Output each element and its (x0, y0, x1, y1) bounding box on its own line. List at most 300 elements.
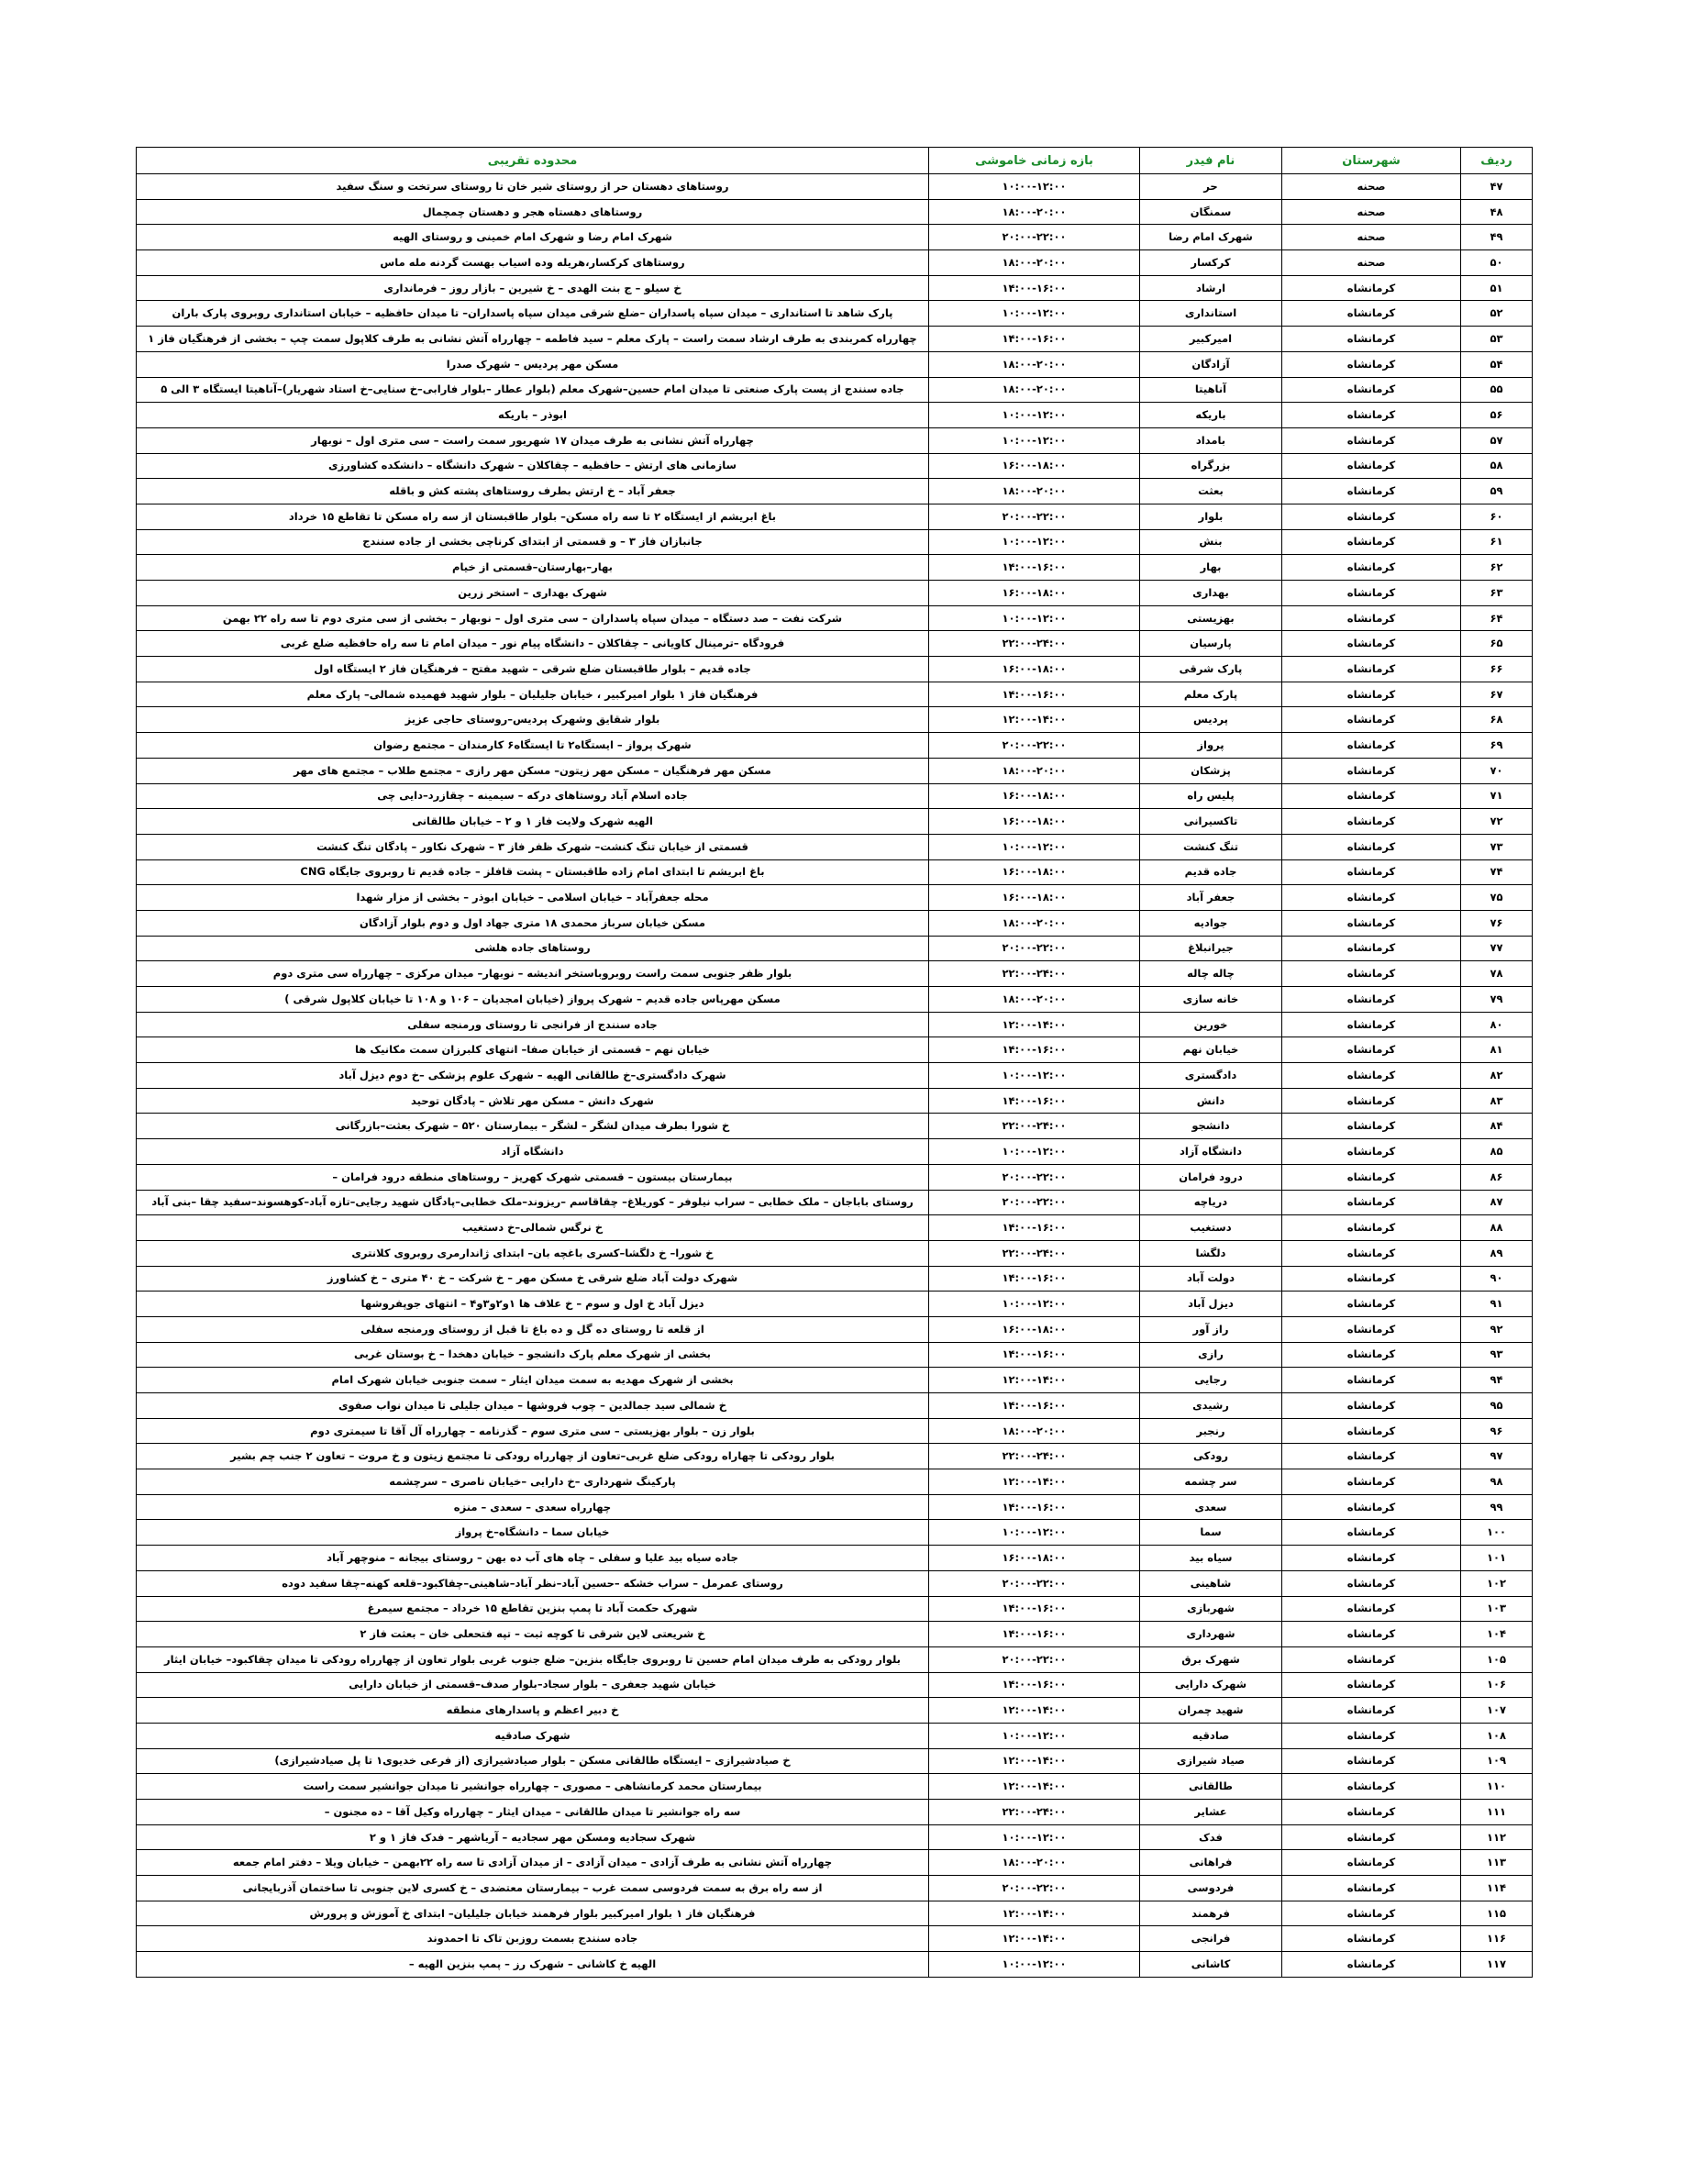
cell-time-window: ۲۲:۰۰-۲۴:۰۰ (929, 961, 1140, 987)
cell-city: کرمانشاه (1282, 1190, 1461, 1215)
cell-time-window: ۱۴:۰۰-۱۶:۰۰ (929, 1342, 1140, 1368)
cell-city: کرمانشاه (1282, 1393, 1461, 1419)
cell-area: دیزل آباد خ اول و سوم – خ علاف ها ۱و۲و۳و۴ – انتهای جوپفروشها (137, 1292, 929, 1317)
cell-city: کرمانشاه (1282, 1215, 1461, 1241)
cell-city: کرمانشاه (1282, 1316, 1461, 1342)
cell-feeder: پارسیان (1140, 631, 1282, 657)
table-row (137, 1494, 1533, 1520)
cell-time-window: ۱۶:۰۰-۱۸:۰۰ (929, 657, 1140, 682)
cell-feeder: پلیس راه (1140, 783, 1282, 809)
cell-area: مسکن خیابان سرباز محمدی ۱۸ متری جهاد اول و دوم بلوار آزادگان (137, 910, 929, 936)
cell-feeder: چاله چاله (1140, 961, 1282, 987)
cell-city: کرمانشاه (1282, 885, 1461, 911)
cell-time-window: ۲۰:۰۰-۲۲:۰۰ (929, 504, 1140, 529)
cell-area: شهرک پرواز – ایستگاه۲ تا ایستگاه۶ کارمندان – مجتمع رضوان (137, 733, 929, 759)
cell-time-window: ۱۰:۰۰-۱۲:۰۰ (929, 1063, 1140, 1089)
table-row (137, 1164, 1533, 1190)
cell-feeder: فردوسی (1140, 1876, 1282, 1901)
table-row (137, 1774, 1533, 1800)
table-row (137, 1901, 1533, 1926)
cell-feeder: سر چشمه (1140, 1469, 1282, 1495)
table-row (137, 225, 1533, 250)
cell-time-window: ۱۰:۰۰-۱۲:۰۰ (929, 834, 1140, 859)
cell-city: کرمانشاه (1282, 783, 1461, 809)
cell-time-window: ۲۰:۰۰-۲۲:۰۰ (929, 1164, 1140, 1190)
cell-feeder: پردیس (1140, 707, 1282, 733)
cell-feeder: درود فرامان (1140, 1164, 1282, 1190)
cell-feeder: دستغیب (1140, 1215, 1282, 1241)
cell-row-number: ۱۰۲ (1461, 1570, 1533, 1596)
cell-city: کرمانشاه (1282, 936, 1461, 961)
cell-row-number: ۵۳ (1461, 327, 1533, 352)
cell-city: کرمانشاه (1282, 427, 1461, 453)
table-row (137, 1088, 1533, 1114)
cell-time-window: ۱۸:۰۰-۲۰:۰۰ (929, 351, 1140, 377)
cell-area: شهرک بهداری – استخر زرین (137, 581, 929, 606)
cell-feeder: دیزل آباد (1140, 1292, 1282, 1317)
cell-row-number: ۵۶ (1461, 403, 1533, 428)
cell-city: کرمانشاه (1282, 1292, 1461, 1317)
cell-city: کرمانشاه (1282, 1901, 1461, 1926)
cell-time-window: ۱۲:۰۰-۱۴:۰۰ (929, 707, 1140, 733)
header-time-window: بازه زمانی خاموشی (929, 148, 1140, 174)
table-row (137, 1342, 1533, 1368)
cell-time-window: ۱۸:۰۰-۲۰:۰۰ (929, 199, 1140, 225)
table-row (137, 199, 1533, 225)
cell-feeder: دولت آباد (1140, 1266, 1282, 1292)
cell-feeder: بزرگراه (1140, 453, 1282, 479)
table-row (137, 733, 1533, 759)
cell-time-window: ۱۸:۰۰-۲۰:۰۰ (929, 250, 1140, 276)
cell-city: کرمانشاه (1282, 1088, 1461, 1114)
table-row (137, 1824, 1533, 1850)
table-row (137, 961, 1533, 987)
cell-city: کرمانشاه (1282, 1672, 1461, 1698)
cell-row-number: ۱۱۲ (1461, 1824, 1533, 1850)
cell-row-number: ۷۴ (1461, 859, 1533, 885)
cell-time-window: ۱۸:۰۰-۲۰:۰۰ (929, 377, 1140, 403)
cell-row-number: ۱۰۷ (1461, 1698, 1533, 1724)
table-row (137, 1748, 1533, 1774)
cell-time-window: ۱۲:۰۰-۱۴:۰۰ (929, 1774, 1140, 1800)
cell-feeder: فرهمند (1140, 1901, 1282, 1926)
table-row (137, 1139, 1533, 1165)
cell-city: کرمانشاه (1282, 1646, 1461, 1672)
cell-feeder: دانشجو (1140, 1114, 1282, 1139)
cell-area: خ صیادشیرازی – ایستگاه طالقانی مسکن – بلوار صیادشیرازی (از فرعی خدیوی۱ تا پل صیادشیرازی) (137, 1748, 929, 1774)
cell-city: کرمانشاه (1282, 1444, 1461, 1469)
cell-area: خیابان نهم – قسمتی از خیابان صفا– انتهای کلبرزان سمت مکانیک ها (137, 1037, 929, 1063)
table-row (137, 174, 1533, 200)
cell-area: بخشی از شهرک معلم پارک دانشجو – خیابان دهخدا – خ بوستان غربی (137, 1342, 929, 1368)
cell-area: بیمارستان محمد کرمانشاهی – مصوری – چهارراه جوانشیر تا میدان جوانشیر سمت راست (137, 1774, 929, 1800)
cell-city: کرمانشاه (1282, 1850, 1461, 1876)
cell-row-number: ۸۸ (1461, 1215, 1533, 1241)
cell-area: خ شورا بطرف میدان لشگر – لشگر – بیمارستان ۵۲۰ – شهرک بعثت–بازرگانی (137, 1114, 929, 1139)
cell-row-number: ۹۸ (1461, 1469, 1533, 1495)
cell-row-number: ۱۱۶ (1461, 1926, 1533, 1952)
cell-time-window: ۱۲:۰۰-۱۴:۰۰ (929, 1012, 1140, 1037)
cell-time-window: ۱۴:۰۰-۱۶:۰۰ (929, 1622, 1140, 1647)
cell-city: کرمانشاه (1282, 605, 1461, 631)
cell-area: بیمارستان بیستون – قسمتی شهرک کهریز – روستاهای منطقه درود فرامان – (137, 1164, 929, 1190)
cell-city: کرمانشاه (1282, 1748, 1461, 1774)
table-row (137, 351, 1533, 377)
cell-feeder: سما (1140, 1520, 1282, 1546)
table-row (137, 504, 1533, 529)
cell-row-number: ۸۹ (1461, 1240, 1533, 1266)
table-row (137, 910, 1533, 936)
cell-time-window: ۲۲:۰۰-۲۴:۰۰ (929, 1240, 1140, 1266)
cell-time-window: ۱۰:۰۰-۱۲:۰۰ (929, 1952, 1140, 1978)
table-row (137, 1850, 1533, 1876)
cell-row-number: ۹۲ (1461, 1316, 1533, 1342)
cell-row-number: ۵۲ (1461, 301, 1533, 327)
cell-time-window: ۲۲:۰۰-۲۴:۰۰ (929, 1800, 1140, 1825)
cell-feeder: صادقیه (1140, 1723, 1282, 1748)
cell-row-number: ۱۱۴ (1461, 1876, 1533, 1901)
cell-area: قسمتی از خیابان تنگ کنشت– شهرک ظفر فاز ۳ – شهرک نکاور – پادگان تنگ کنشت (137, 834, 929, 859)
cell-feeder: رنجبر (1140, 1418, 1282, 1444)
cell-feeder: فرانجی (1140, 1926, 1282, 1952)
cell-time-window: ۱۴:۰۰-۱۶:۰۰ (929, 1672, 1140, 1698)
cell-area: فرودگاه –ترمینال کاویانی – چقاکلان – دانشگاه پیام نور – میدان امام تا سه راه حافظیه ضلع غربی (137, 631, 929, 657)
cell-row-number: ۵۰ (1461, 250, 1533, 276)
cell-row-number: ۶۹ (1461, 733, 1533, 759)
cell-time-window: ۱۶:۰۰-۱۸:۰۰ (929, 783, 1140, 809)
cell-feeder: آناهیتا (1140, 377, 1282, 403)
cell-time-window: ۱۰:۰۰-۱۲:۰۰ (929, 1723, 1140, 1748)
cell-area: روستاهای دهستاه هجر و دهستان چمچمال (137, 199, 929, 225)
cell-time-window: ۱۰:۰۰-۱۲:۰۰ (929, 529, 1140, 555)
cell-area: الهیه شهرک ولایت فاز ۱ و ۲ – خیابان طالقانی (137, 809, 929, 835)
cell-feeder: پزشکان (1140, 758, 1282, 783)
cell-row-number: ۹۰ (1461, 1266, 1533, 1292)
cell-feeder: پرواز (1140, 733, 1282, 759)
cell-feeder: دانشگاه آزاد (1140, 1139, 1282, 1165)
cell-row-number: ۱۱۵ (1461, 1901, 1533, 1926)
cell-feeder: آزادگان (1140, 351, 1282, 377)
cell-feeder: دانش (1140, 1088, 1282, 1114)
table-row (137, 250, 1533, 276)
table-row (137, 581, 1533, 606)
table-row (137, 1546, 1533, 1571)
cell-area: محله جعفرآباد – خیابان اسلامی – خیابان ابوذر – بخشی از مزار شهدا (137, 885, 929, 911)
header-row-number: ردیف (1461, 148, 1533, 174)
cell-row-number: ۶۰ (1461, 504, 1533, 529)
cell-row-number: ۸۵ (1461, 1139, 1533, 1165)
cell-time-window: ۱۰:۰۰-۱۲:۰۰ (929, 1824, 1140, 1850)
cell-city: کرمانشاه (1282, 301, 1461, 327)
cell-city: کرمانشاه (1282, 1520, 1461, 1546)
header-city: شهرستان (1282, 148, 1461, 174)
cell-area: بخشی از شهرک مهدیه به سمت میدان ایثار – سمت جنوبی خیابان شهرک امام (137, 1368, 929, 1393)
table-row (137, 758, 1533, 783)
cell-time-window: ۱۶:۰۰-۱۸:۰۰ (929, 453, 1140, 479)
cell-city: کرمانشاه (1282, 1164, 1461, 1190)
table-row (137, 1266, 1533, 1292)
table-row (137, 1520, 1533, 1546)
cell-city: کرمانشاه (1282, 1063, 1461, 1089)
cell-row-number: ۱۰۸ (1461, 1723, 1533, 1748)
cell-area: خ سیلو – ج بنت الهدی – خ شیرین – بازار روز – فرمانداری (137, 275, 929, 301)
cell-time-window: ۱۸:۰۰-۲۰:۰۰ (929, 758, 1140, 783)
table-row (137, 1292, 1533, 1317)
cell-city: کرمانشاه (1282, 1266, 1461, 1292)
table-row (137, 987, 1533, 1013)
cell-city: کرمانشاه (1282, 1139, 1461, 1165)
cell-city: کرمانشاه (1282, 987, 1461, 1013)
cell-area: جعفر آباد – خ ارتش بطرف روستاهای پشته کش و باقله (137, 479, 929, 504)
cell-time-window: ۱۶:۰۰-۱۸:۰۰ (929, 581, 1140, 606)
cell-area: خ نرگس شمالی–خ دستغیب (137, 1215, 929, 1241)
table-row (137, 1393, 1533, 1419)
cell-feeder: رجایی (1140, 1368, 1282, 1393)
table-row (137, 1672, 1533, 1698)
cell-feeder: استانداری (1140, 301, 1282, 327)
cell-row-number: ۱۰۰ (1461, 1520, 1533, 1546)
cell-time-window: ۱۰:۰۰-۱۲:۰۰ (929, 1139, 1140, 1165)
cell-city: کرمانشاه (1282, 1342, 1461, 1368)
cell-area: جاده قدیم – بلوار طاقبستان ضلع شرقی – شهید مفتح – فرهنگیان فاز ۲ ایستگاه اول (137, 657, 929, 682)
cell-row-number: ۱۱۱ (1461, 1800, 1533, 1825)
cell-area: خ دبیر اعظم و پاسدارهای منطقه (137, 1698, 929, 1724)
cell-time-window: ۱۴:۰۰-۱۶:۰۰ (929, 682, 1140, 707)
table-row (137, 1469, 1533, 1495)
cell-area: شهرک دانش – مسکن مهر تلاش – پادگان توحید (137, 1088, 929, 1114)
cell-city: کرمانشاه (1282, 377, 1461, 403)
cell-row-number: ۶۷ (1461, 682, 1533, 707)
cell-feeder: شهرداری (1140, 1622, 1282, 1647)
table-header-row (137, 148, 1533, 174)
cell-city: کرمانشاه (1282, 504, 1461, 529)
table-row (137, 1723, 1533, 1748)
cell-time-window: ۲۰:۰۰-۲۲:۰۰ (929, 1190, 1140, 1215)
cell-time-window: ۱۶:۰۰-۱۸:۰۰ (929, 809, 1140, 835)
cell-area: خ شورا– خ دلگشا–کسری باغچه بان– ابتدای ژاندارمری روبروی کلانتری (137, 1240, 929, 1266)
cell-row-number: ۷۸ (1461, 961, 1533, 987)
cell-feeder: عشایر (1140, 1800, 1282, 1825)
cell-row-number: ۱۱۷ (1461, 1952, 1533, 1978)
cell-feeder: رودکی (1140, 1444, 1282, 1469)
cell-city: کرمانشاه (1282, 403, 1461, 428)
table-row (137, 327, 1533, 352)
cell-city: کرمانشاه (1282, 351, 1461, 377)
cell-city: کرمانشاه (1282, 581, 1461, 606)
table-row (137, 1418, 1533, 1444)
cell-feeder: فراهانی (1140, 1850, 1282, 1876)
cell-city: کرمانشاه (1282, 1952, 1461, 1978)
cell-time-window: ۱۰:۰۰-۱۲:۰۰ (929, 301, 1140, 327)
cell-area: از قلعه تا روستای ده گل و ده باغ تا قبل از روستای ورمنجه سفلی (137, 1316, 929, 1342)
table-row (137, 809, 1533, 835)
cell-city: کرمانشاه (1282, 1546, 1461, 1571)
cell-row-number: ۶۲ (1461, 555, 1533, 581)
cell-feeder: تنگ کنشت (1140, 834, 1282, 859)
cell-time-window: ۱۶:۰۰-۱۸:۰۰ (929, 859, 1140, 885)
table-row (137, 1063, 1533, 1089)
cell-feeder: خورین (1140, 1012, 1282, 1037)
table-row (137, 1646, 1533, 1672)
cell-area: شرکت نفت – صد دستگاه – میدان سپاه پاسداران – سی متری اول – نوبهار – بخشی از سی متری دوم تا سه راه ۲۲ بهمن (137, 605, 929, 631)
cell-feeder: خیابان نهم (1140, 1037, 1282, 1063)
cell-row-number: ۴۹ (1461, 225, 1533, 250)
cell-row-number: ۹۷ (1461, 1444, 1533, 1469)
cell-time-window: ۱۲:۰۰-۱۴:۰۰ (929, 1901, 1140, 1926)
table-row (137, 1800, 1533, 1825)
cell-time-window: ۱۲:۰۰-۱۴:۰۰ (929, 1469, 1140, 1495)
cell-time-window: ۱۴:۰۰-۱۶:۰۰ (929, 275, 1140, 301)
cell-time-window: ۲۰:۰۰-۲۲:۰۰ (929, 936, 1140, 961)
table-row (137, 377, 1533, 403)
cell-area: جاده سنندج از پست پارک صنعتی تا میدان امام حسین–شهرک معلم (بلوار عطار –بلوار فارابی–خ سنایی–خ استاد شهریار)–آناهیتا ایستگاه ۳ الی ۵ (137, 377, 929, 403)
cell-area: پارک شاهد تا استانداری – میدان سپاه پاسداران –ضلع شرقی میدان سپاه پاسداران– تا میدان حافظیه – خیابان استانداری روبروی پارک باران (137, 301, 929, 327)
cell-city: کرمانشاه (1282, 910, 1461, 936)
cell-row-number: ۷۵ (1461, 885, 1533, 911)
cell-time-window: ۱۴:۰۰-۱۶:۰۰ (929, 555, 1140, 581)
cell-area: روستای باباجان – ملک خطابی – سراب نیلوفر – کوریلاغ– چقاقاسم –ریزوند–ملک خطابی–پادگان شهید رجایی–تازه آباد–کوهسوند–سفید چقا –بنی آباد (137, 1190, 929, 1215)
table-row (137, 885, 1533, 911)
table-row (137, 403, 1533, 428)
cell-time-window: ۱۴:۰۰-۱۶:۰۰ (929, 1596, 1140, 1622)
table-row (137, 631, 1533, 657)
cell-row-number: ۱۱۰ (1461, 1774, 1533, 1800)
cell-feeder: دلگشا (1140, 1240, 1282, 1266)
cell-area: فرهنگیان فاز ۱ بلوار امیرکبیر ، خیابان جلیلیان – بلوار شهید فهمیده شمالی– پارک معلم (137, 682, 929, 707)
cell-feeder: شهرک برق (1140, 1646, 1282, 1672)
cell-row-number: ۸۱ (1461, 1037, 1533, 1063)
cell-city: کرمانشاه (1282, 1240, 1461, 1266)
cell-city: کرمانشاه (1282, 859, 1461, 885)
cell-row-number: ۹۵ (1461, 1393, 1533, 1419)
cell-row-number: ۸۷ (1461, 1190, 1533, 1215)
cell-row-number: ۵۵ (1461, 377, 1533, 403)
cell-city: کرمانشاه (1282, 1037, 1461, 1063)
cell-feeder: دریاچه (1140, 1190, 1282, 1215)
cell-city: کرمانشاه (1282, 631, 1461, 657)
cell-time-window: ۲۲:۰۰-۲۴:۰۰ (929, 631, 1140, 657)
cell-time-window: ۱۰:۰۰-۱۲:۰۰ (929, 174, 1140, 200)
cell-feeder: پارک معلم (1140, 682, 1282, 707)
cell-city: کرمانشاه (1282, 1774, 1461, 1800)
table-row (137, 1215, 1533, 1241)
cell-row-number: ۵۸ (1461, 453, 1533, 479)
cell-time-window: ۱۶:۰۰-۱۸:۰۰ (929, 885, 1140, 911)
cell-area: بهار–بهارستان–قسمتی از خیام (137, 555, 929, 581)
cell-time-window: ۱۸:۰۰-۲۰:۰۰ (929, 910, 1140, 936)
cell-feeder: شهرک دارایی (1140, 1672, 1282, 1698)
cell-city: کرمانشاه (1282, 657, 1461, 682)
cell-area: جانبازان فاز ۳ – و قسمتی از ابتدای کرناچی بخشی از جاده سنندج (137, 529, 929, 555)
table-row (137, 1952, 1533, 1978)
cell-area: پارکینگ شهرداری –خ دارایی –خیابان ناصری – سرچشمه (137, 1469, 929, 1495)
cell-time-window: ۱۰:۰۰-۱۲:۰۰ (929, 403, 1140, 428)
header-area: محدوده تقریبی (137, 148, 929, 174)
cell-area: جاده سنندج بسمت روزبن تاک تا احمدوند (137, 1926, 929, 1952)
cell-feeder: شهرک امام رضا (1140, 225, 1282, 250)
cell-city: کرمانشاه (1282, 1570, 1461, 1596)
cell-feeder: جیرانبلاغ (1140, 936, 1282, 961)
cell-area: سازمانی های ارتش – حافظیه – چقاکلان – شهرک دانشگاه – دانشکده کشاورزی (137, 453, 929, 479)
cell-city: کرمانشاه (1282, 1926, 1461, 1952)
cell-area: خیابان شهید جعفری – بلوار سجاد–بلوار صدف–قسمتی از خیابان دارایی (137, 1672, 929, 1698)
table-row (137, 834, 1533, 859)
cell-feeder: بهزیستی (1140, 605, 1282, 631)
table-row (137, 1622, 1533, 1647)
cell-feeder: جعفر آباد (1140, 885, 1282, 911)
cell-row-number: ۵۴ (1461, 351, 1533, 377)
cell-time-window: ۱۶:۰۰-۱۸:۰۰ (929, 1546, 1140, 1571)
cell-feeder: تاکسیرانی (1140, 809, 1282, 835)
cell-row-number: ۶۳ (1461, 581, 1533, 606)
table-row (137, 427, 1533, 453)
cell-feeder: سعدی (1140, 1494, 1282, 1520)
cell-feeder: خانه سازی (1140, 987, 1282, 1013)
cell-feeder: راز آور (1140, 1316, 1282, 1342)
cell-city: کرمانشاه (1282, 733, 1461, 759)
table-row (137, 1316, 1533, 1342)
cell-time-window: ۱۴:۰۰-۱۶:۰۰ (929, 1088, 1140, 1114)
cell-time-window: ۱۸:۰۰-۲۰:۰۰ (929, 1850, 1140, 1876)
cell-time-window: ۱۴:۰۰-۱۶:۰۰ (929, 1494, 1140, 1520)
table-row (137, 301, 1533, 327)
table-row (137, 453, 1533, 479)
cell-time-window: ۱۴:۰۰-۱۶:۰۰ (929, 1215, 1140, 1241)
cell-row-number: ۷۶ (1461, 910, 1533, 936)
cell-area: الهیه خ کاشانی – شهرک رز – پمپ بنزین الهیه – (137, 1952, 929, 1978)
cell-city: کرمانشاه (1282, 529, 1461, 555)
cell-feeder: رشیدی (1140, 1393, 1282, 1419)
cell-area: روستاهای کرکسار،هریله وده اسیاب بهست گردنه مله ماس (137, 250, 929, 276)
outage-table (136, 147, 1533, 1978)
cell-feeder: جاده قدیم (1140, 859, 1282, 885)
cell-time-window: ۱۴:۰۰-۱۶:۰۰ (929, 1266, 1140, 1292)
cell-row-number: ۱۰۵ (1461, 1646, 1533, 1672)
cell-area: چهارراه سعدی – سعدی – منزه (137, 1494, 929, 1520)
cell-city: کرمانشاه (1282, 1622, 1461, 1647)
cell-area: روستاهای دهستان حر از روستای شیر خان تا روستای سرتخت و سنگ سفید (137, 174, 929, 200)
cell-city: کرمانشاه (1282, 1418, 1461, 1444)
cell-area: بلوار شقایق وشهرک پردیس–روستای حاجی عزیز (137, 707, 929, 733)
table-row (137, 657, 1533, 682)
cell-row-number: ۶۸ (1461, 707, 1533, 733)
cell-row-number: ۱۱۳ (1461, 1850, 1533, 1876)
cell-area: جاده سیاه بید علیا و سفلی – چاه های آب ده بهن – روستای بیجانه – منوچهر آباد (137, 1546, 929, 1571)
cell-city: کرمانشاه (1282, 1723, 1461, 1748)
cell-row-number: ۱۰۶ (1461, 1672, 1533, 1698)
cell-area: ابوذر – باریکه (137, 403, 929, 428)
cell-area: شهرک دولت آباد ضلع شرقی خ مسکن مهر – خ شرکت – خ ۴۰ متری – خ کشاورز (137, 1266, 929, 1292)
cell-row-number: ۹۴ (1461, 1368, 1533, 1393)
table-row (137, 682, 1533, 707)
cell-time-window: ۱۰:۰۰-۱۲:۰۰ (929, 605, 1140, 631)
cell-feeder: پارک شرقی (1140, 657, 1282, 682)
cell-time-window: ۱۰:۰۰-۱۲:۰۰ (929, 427, 1140, 453)
cell-time-window: ۱۲:۰۰-۱۴:۰۰ (929, 1698, 1140, 1724)
cell-row-number: ۶۴ (1461, 605, 1533, 631)
cell-row-number: ۱۰۳ (1461, 1596, 1533, 1622)
cell-feeder: صیاد شیرازی (1140, 1748, 1282, 1774)
cell-row-number: ۷۱ (1461, 783, 1533, 809)
cell-city: کرمانشاه (1282, 961, 1461, 987)
cell-time-window: ۱۸:۰۰-۲۰:۰۰ (929, 479, 1140, 504)
cell-area: مسکن مهر فرهنگیان – مسکن مهر زیتون– مسکن مهر رازی – مجتمع طلاب – مجتمع های مهر (137, 758, 929, 783)
cell-row-number: ۱۰۴ (1461, 1622, 1533, 1647)
cell-area: جاده اسلام آباد روستاهای درکه – سیمینه – چقازرد–دایی چی (137, 783, 929, 809)
cell-city: کرمانشاه (1282, 1012, 1461, 1037)
cell-city: کرمانشاه (1282, 1368, 1461, 1393)
cell-row-number: ۶۱ (1461, 529, 1533, 555)
